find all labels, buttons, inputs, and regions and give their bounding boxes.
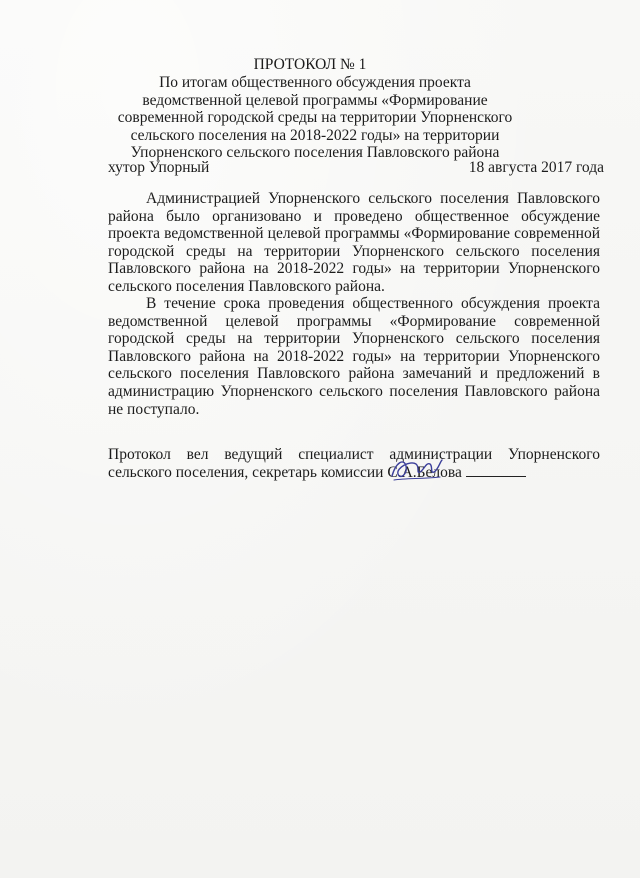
body-paragraph-1: Администрацией Упорненского сельского поселения Павловского района было организовано и проведено общественное обсуждение проекта ведомственной целевой программы «Формирование современной городской среды на территории Упорненского сельского поселения Павловского района на 2018-2022 годы» на территории Упорненского сельского поселения Павловского района. [108,190,600,295]
document-place: хутор Упорный [108,159,210,176]
document-date: 18 августа 2017 года [468,159,604,176]
document-subtitle: По итогам общественного обсуждения проекта ведомственной целевой программы «Формирование современной городской среды на территории Упорненского сельского поселения на 2018-2022 годы» на территории Упорненского сельского поселения Павловского района [117,74,513,162]
footer-statement [108,446,600,482]
body-paragraph-2: В течение срока проведения общественного обсуждения проекта ведомственной целевой программы «Формирование современной городской среды на территории Упорненского сельского поселения Павловского района на 2018-2022 годы» на территории Упорненского сельского поселения Павловского района замечаний и предложений в администрацию Упорненского сельского поселения Павловского района не поступало. [108,295,600,418]
document-title: ПРОТОКОЛ № 1 [253,56,367,73]
signature-line [466,464,526,477]
handwritten-signature [386,452,446,486]
footer-text: Протокол вел ведущий специалист администрации Упорненского сельского поселения, секретарь комиссии С.А.Белова [108,446,600,481]
